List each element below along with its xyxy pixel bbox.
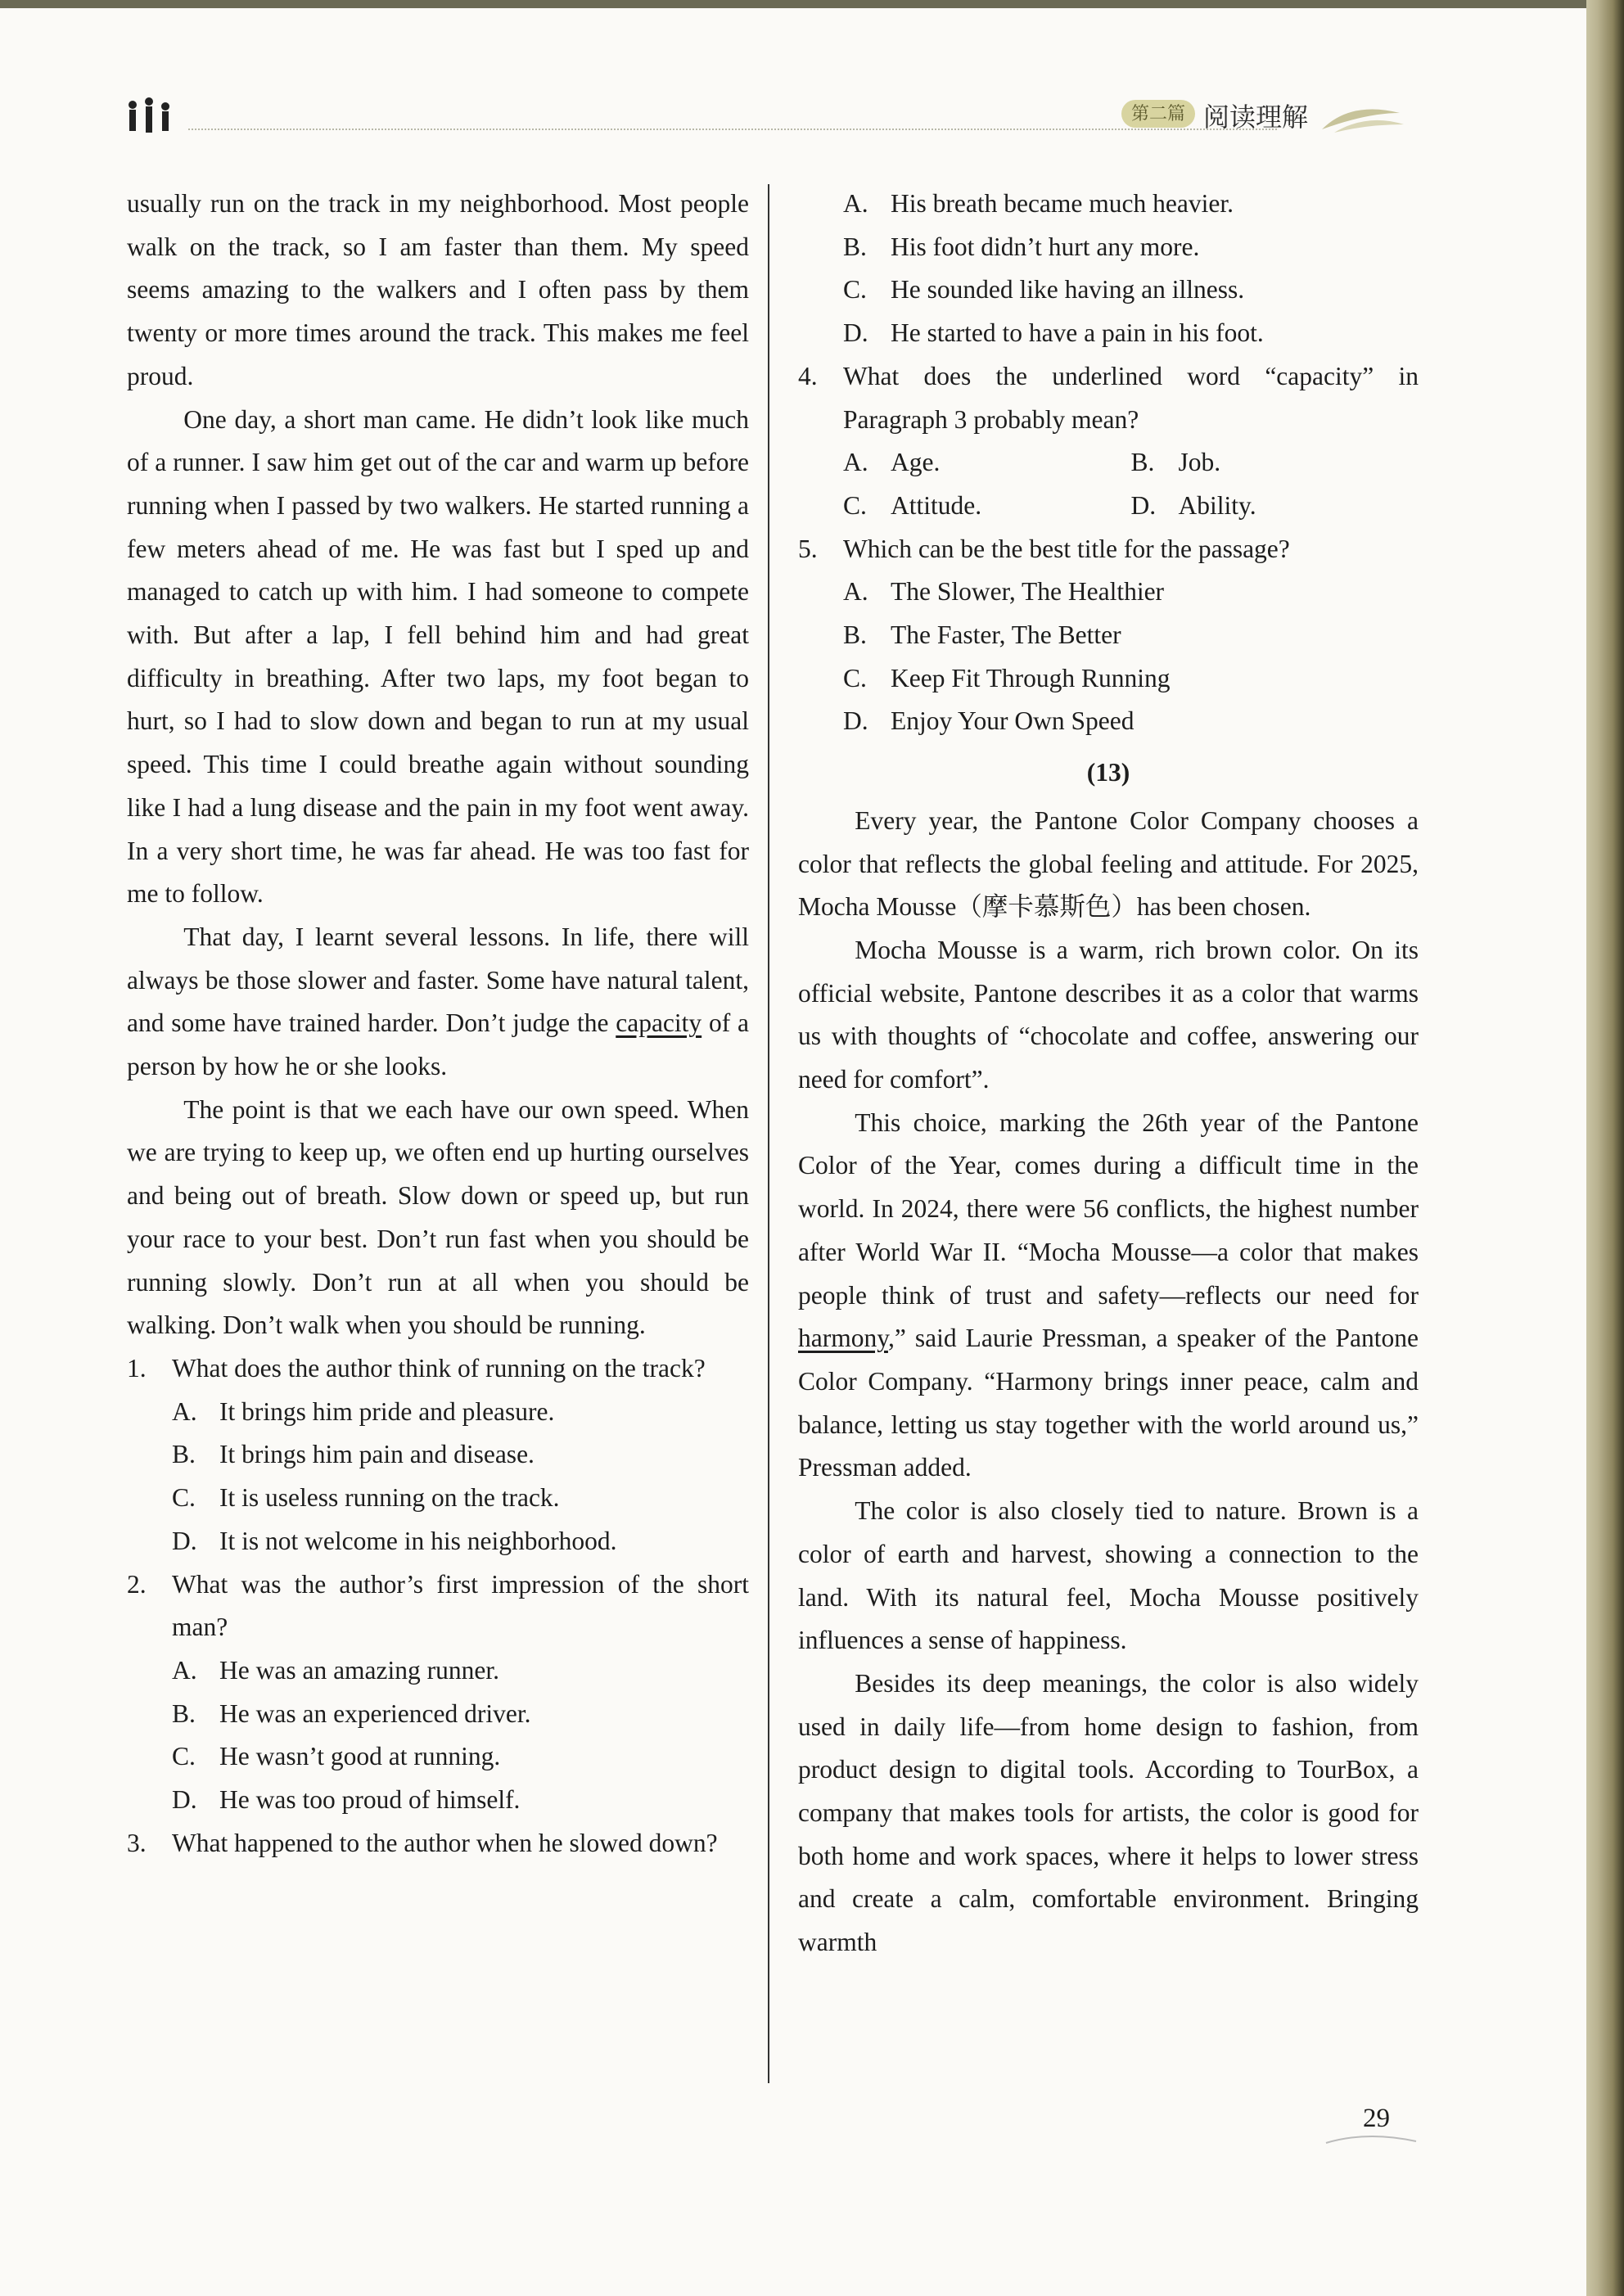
question-text: Which can be the best title for the passage? xyxy=(843,534,1290,563)
option-text: The Faster, The Better xyxy=(891,620,1121,650)
option-text: His breath became much heavier. xyxy=(891,189,1234,218)
option-text: He was an amazing runner. xyxy=(219,1655,499,1685)
page-number: 29 xyxy=(1363,2104,1390,2133)
option-letter: B. xyxy=(172,1440,196,1469)
question-number: 3. xyxy=(127,1828,147,1857)
option xyxy=(172,1693,749,1736)
option xyxy=(843,700,1419,743)
paragraph-text: ,” said Laurie Pressman, a speaker of the Pantone Color Company. “Harmony brings inner peace, calm and balance, letting us stay together with the world around us,” Pressman added. xyxy=(798,1324,1419,1482)
option-text: Ability. xyxy=(1178,490,1256,520)
option xyxy=(843,614,1419,657)
option xyxy=(843,183,1419,226)
option xyxy=(843,268,1419,312)
header-title: 阅读理解 xyxy=(1203,101,1309,133)
option-letter: A. xyxy=(843,189,868,218)
question-number: 5. xyxy=(798,534,818,563)
question-text: What was the author’s first impression of the short man? xyxy=(172,1569,749,1642)
option-letter: C. xyxy=(172,1483,196,1513)
option xyxy=(843,571,1419,614)
page-header xyxy=(123,90,1408,139)
option-letter: A. xyxy=(843,577,868,607)
option-text: Enjoy Your Own Speed xyxy=(891,706,1135,736)
option xyxy=(843,657,1419,701)
right-column xyxy=(798,183,1419,1964)
option xyxy=(172,1477,749,1520)
option-text: He wasn’t good at running. xyxy=(219,1742,501,1771)
passage-paragraph xyxy=(127,916,749,1089)
book-spine-edge xyxy=(1586,0,1624,2296)
option-text: He was an experienced driver. xyxy=(219,1698,531,1728)
option-text: Age. xyxy=(891,448,941,477)
question-number: 4. xyxy=(798,361,818,390)
underlined-word-harmony: harmony xyxy=(798,1324,888,1353)
option-text: The Slower, The Healthier xyxy=(891,577,1165,607)
option-text: Attitude. xyxy=(891,490,982,520)
question-5 xyxy=(798,528,1419,571)
option-text: It is not welcome in his neighborhood. xyxy=(219,1526,617,1555)
leaf-ornament-icon xyxy=(1318,97,1408,136)
option-letter: C. xyxy=(843,275,867,304)
option-letter: B. xyxy=(1130,448,1155,477)
passage-paragraph xyxy=(798,1102,1419,1490)
column-divider xyxy=(768,184,769,2083)
header-rule xyxy=(188,129,1277,130)
option-letter: A. xyxy=(843,448,868,477)
passage-paragraph: One day, a short man came. He didn’t look like much of a runner. I saw him get out of the car and warm up before running when I passed by two walkers. He started running a few meters ahead of me. He was fast but I sped up and managed to catch up with him. I had someone to compete with. But after a lap, I fell behind him and had great difficulty in breathing. After two laps, my foot began to hurt, so I had to slow down and began to run at my usual speed. This time I could breathe again without sounding like I had a lung disease and the pain in my foot went away. In a very short time, he was far ahead. He was too fast for me to follow. xyxy=(127,404,749,909)
option xyxy=(172,1649,749,1693)
option-row xyxy=(843,441,1419,485)
option-letter: A. xyxy=(172,1396,197,1426)
option-text: His foot didn’t hurt any more. xyxy=(891,232,1200,261)
page-number-ornament-icon xyxy=(1318,2127,1424,2151)
option-text: It is useless running on the track. xyxy=(219,1483,560,1513)
question-number: 1. xyxy=(127,1353,147,1383)
section-number: (13) xyxy=(1086,758,1130,787)
question-2 xyxy=(127,1563,749,1649)
option-text: It brings him pain and disease. xyxy=(219,1440,535,1469)
option-text: He was too proud of himself. xyxy=(219,1785,521,1815)
option xyxy=(172,1735,749,1779)
option-letter: A. xyxy=(172,1655,197,1685)
passage-paragraph: Besides its deep meanings, the color is also widely used in daily life—from home design to fashion, from product design to digital tools. According to TourBox, a company that makes tools for artists, the color is good for both home and work spaces, where it helps to lower stress and create a calm, comfortable environment. Bringing warmth xyxy=(798,1668,1419,1957)
option xyxy=(172,1391,749,1434)
option xyxy=(1131,441,1419,485)
option-text: Job. xyxy=(1178,448,1221,477)
underlined-word-capacity: capacity xyxy=(616,1008,702,1038)
option-letter: C. xyxy=(843,663,867,692)
option xyxy=(843,312,1419,355)
option-letter: D. xyxy=(172,1785,197,1815)
option xyxy=(172,1779,749,1822)
option-letter: C. xyxy=(172,1742,196,1771)
section-badge: 第二篇 xyxy=(1121,100,1195,128)
option-letter: B. xyxy=(172,1698,196,1728)
people-icon xyxy=(123,97,180,138)
option xyxy=(843,441,1131,485)
option-row xyxy=(843,485,1419,528)
option-letter: D. xyxy=(1130,490,1157,520)
question-3 xyxy=(127,1822,749,1865)
left-column xyxy=(127,183,749,1865)
option-text: He started to have a pain in his foot. xyxy=(891,318,1264,348)
option xyxy=(843,226,1419,269)
question-number: 2. xyxy=(127,1569,147,1599)
question-text: What does the author think of running on the track? xyxy=(172,1353,706,1383)
passage-paragraph: The point is that we each have our own speed. When we are trying to keep up, we often end up hurting ourselves and being out of breath. Slow down or speed up, but run your race to your best. Don’t run fast when you should be running slowly. Don’t run at all when you should be walking. Don’t walk when you should be running. xyxy=(127,1094,749,1340)
option xyxy=(1131,485,1419,528)
option xyxy=(172,1520,749,1563)
passage-paragraph: Every year, the Pantone Color Company chooses a color that reflects the global feeling and attitude. For 2025, Mocha Mousse（摩卡慕斯色）has been chosen. xyxy=(798,805,1419,922)
option-letter: C. xyxy=(843,490,867,520)
option-letter: D. xyxy=(843,706,868,736)
option-text: It brings him pride and pleasure. xyxy=(219,1396,555,1426)
question-text: What happened to the author when he slowed down? xyxy=(172,1828,718,1857)
option xyxy=(172,1433,749,1477)
question-4 xyxy=(798,355,1419,441)
passage-paragraph: usually run on the track in my neighborhood. Most people walk on the track, so I am faster than them. My speed seems amazing to the walkers and I often pass by them twenty or more times around the track. This makes me feel proud. xyxy=(127,189,749,390)
option-letter: B. xyxy=(843,232,867,261)
option-letter: D. xyxy=(843,318,868,348)
option xyxy=(843,485,1131,528)
question-1 xyxy=(127,1347,749,1391)
option-letter: B. xyxy=(843,620,867,650)
question-text: What does the underlined word “capacity” in Paragraph 3 probably mean? xyxy=(843,361,1419,434)
page-top-border xyxy=(0,0,1624,8)
passage-paragraph: Mocha Mousse is a warm, rich brown color. On its official website, Pantone describes it as a color that warms us with thoughts of “chocolate and coffee, answering our need for comfort”. xyxy=(798,935,1419,1094)
paragraph-text: This choice, marking the 26th year of the Pantone Color of the Year, comes during a difficult time in the world. In 2024, there were 56 conflicts, the highest number after World War II. “Mocha Mousse—a color that makes people think of trust and safety—reflects our need for xyxy=(798,1107,1419,1310)
paragraph-text: of a person by how he or she looks. xyxy=(127,1008,749,1081)
paragraph-text: That day, I learnt several lessons. In life, there will always be those slower and faster. Some have natural talent, and some have trained harder. Don’t judge the xyxy=(127,922,749,1038)
passage-paragraph: The color is also closely tied to nature. Brown is a color of earth and harvest, showing a connection to the land. With its natural feel, Mocha Mousse positively influences a sense of happiness. xyxy=(798,1496,1419,1655)
option-text: He sounded like having an illness. xyxy=(891,275,1245,304)
option-text: Keep Fit Through Running xyxy=(891,663,1171,692)
option-letter: D. xyxy=(172,1526,197,1555)
